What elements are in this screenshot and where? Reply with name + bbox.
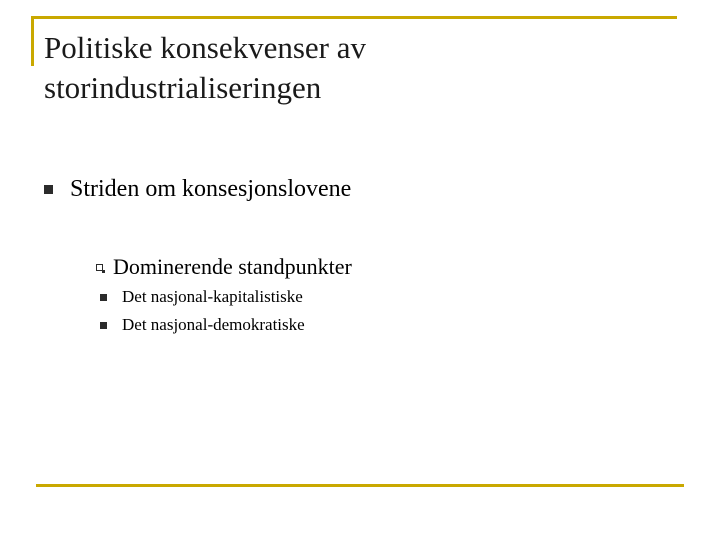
hollow-square-bullet-icon — [96, 264, 103, 271]
square-bullet-icon — [44, 185, 53, 194]
frame-left-line — [31, 16, 34, 66]
slide-title — [44, 28, 664, 108]
frame-top-line — [31, 16, 677, 19]
bullet-level3-item — [100, 287, 303, 307]
bullet-level1-text: Striden om konsesjonslovene — [70, 175, 352, 202]
bullet-level2 — [96, 253, 352, 281]
bullet-level3-text: Det nasjonal-kapitalistiske — [122, 287, 303, 306]
title-line-2: storindustrialiseringen — [44, 70, 322, 105]
bullet-level1 — [44, 174, 351, 204]
bullet-level3-item — [100, 315, 305, 335]
square-bullet-icon — [100, 322, 107, 329]
bullet-level2-text: Dominerende standpunkter — [113, 254, 352, 279]
square-bullet-icon — [100, 294, 107, 301]
frame-bottom-line — [36, 484, 684, 487]
title-line-1: Politiske konsekvenser av — [44, 30, 367, 65]
bullet-level3-text: Det nasjonal-demokratiske — [122, 315, 305, 334]
